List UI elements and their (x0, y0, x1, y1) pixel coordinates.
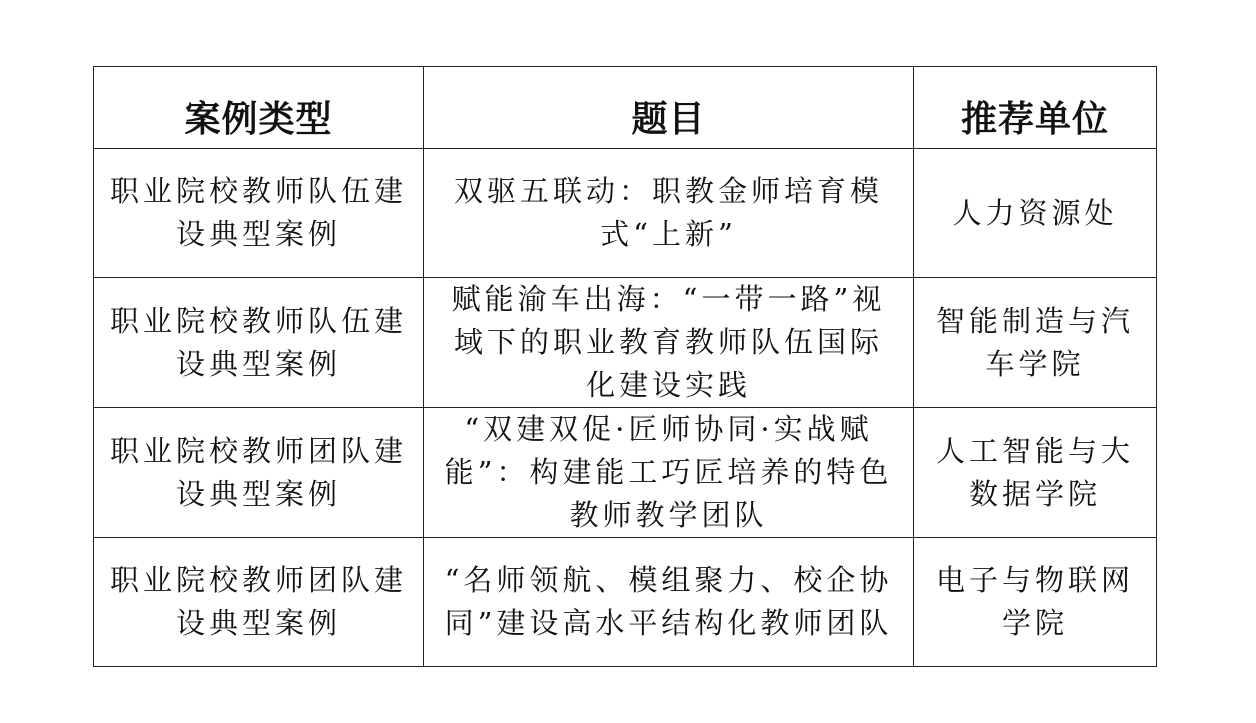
header-title: 题目 (424, 67, 914, 149)
cell-title: 双驱五联动：职教金师培育模式“上新” (424, 149, 914, 278)
table-row (94, 408, 1157, 538)
header-recommending-unit: 推荐单位 (914, 67, 1157, 149)
table-row (94, 538, 1157, 667)
table-row (94, 278, 1157, 408)
cell-unit: 电子与物联网学院 (914, 538, 1157, 667)
table-row (94, 149, 1157, 278)
cell-unit: 人力资源处 (914, 149, 1157, 278)
cell-title: “名师领航、模组聚力、校企协同”建设高水平结构化教师团队 (424, 538, 914, 667)
cell-title: 赋能渝车出海：“一带一路”视域下的职业教育教师队伍国际化建设实践 (424, 278, 914, 408)
header-case-type: 案例类型 (94, 67, 424, 149)
cell-case-type: 职业院校教师团队建设典型案例 (94, 538, 424, 667)
cell-case-type: 职业院校教师团队建设典型案例 (94, 408, 424, 538)
cell-unit: 智能制造与汽车学院 (914, 278, 1157, 408)
cell-title: “双建双促·匠师协同·实战赋能”：构建能工巧匠培养的特色教师教学团队 (424, 408, 914, 538)
table-header-row (94, 67, 1157, 149)
case-table (93, 66, 1157, 667)
cell-case-type: 职业院校教师队伍建设典型案例 (94, 278, 424, 408)
cell-unit: 人工智能与大数据学院 (914, 408, 1157, 538)
cell-case-type: 职业院校教师队伍建设典型案例 (94, 149, 424, 278)
